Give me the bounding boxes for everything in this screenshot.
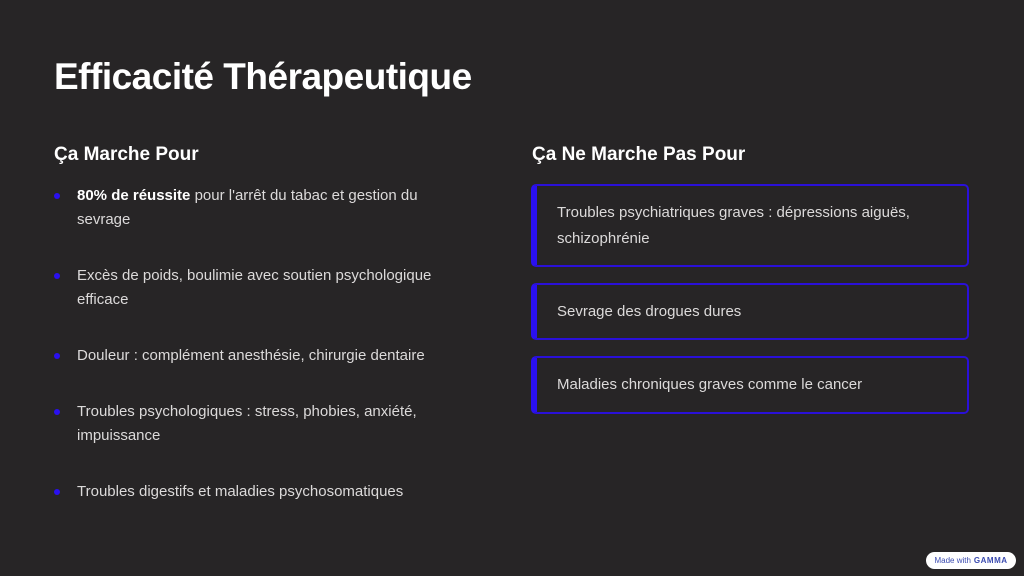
not-works-heading: Ça Ne Marche Pas Pour <box>532 144 746 165</box>
bullet-icon <box>54 489 60 495</box>
list-item <box>54 400 454 448</box>
works-heading: Ça Marche Pour <box>54 144 199 165</box>
list-item <box>54 480 454 504</box>
list-item <box>54 264 454 312</box>
card-text: Troubles psychiatriques graves : dépressions aiguës, schizophrénie <box>557 203 910 247</box>
page-title: Efficacité Thérapeutique <box>54 56 472 97</box>
list-item <box>54 184 454 232</box>
badge-prefix: Made with <box>934 556 971 565</box>
item-text: pour l'arrêt du tabac et gestion du sevrage <box>77 187 418 228</box>
list-item <box>54 344 454 368</box>
card <box>531 283 969 340</box>
made-with-gamma-badge[interactable] <box>926 552 1016 569</box>
bullet-icon <box>54 353 60 359</box>
item-text: Troubles psychologiques : stress, phobies, anxiété, impuissance <box>77 403 417 444</box>
card-text: Maladies chroniques graves comme le cancer <box>557 376 863 393</box>
item-text: Douleur : complément anesthésie, chirurgie dentaire <box>77 347 425 364</box>
bullet-icon <box>54 409 60 415</box>
bullet-icon <box>54 273 60 279</box>
works-list <box>54 184 454 536</box>
card-text: Sevrage des drogues dures <box>557 302 742 320</box>
item-text: Troubles digestifs et maladies psychosomatiques <box>77 483 404 500</box>
gamma-logo: GAMMA <box>973 556 1008 565</box>
card <box>531 356 969 414</box>
item-bold: 80% de réussite <box>77 187 191 204</box>
card <box>531 184 969 267</box>
item-text: Excès de poids, boulimie avec soutien psychologique efficace <box>77 267 432 308</box>
bullet-icon <box>54 193 60 199</box>
